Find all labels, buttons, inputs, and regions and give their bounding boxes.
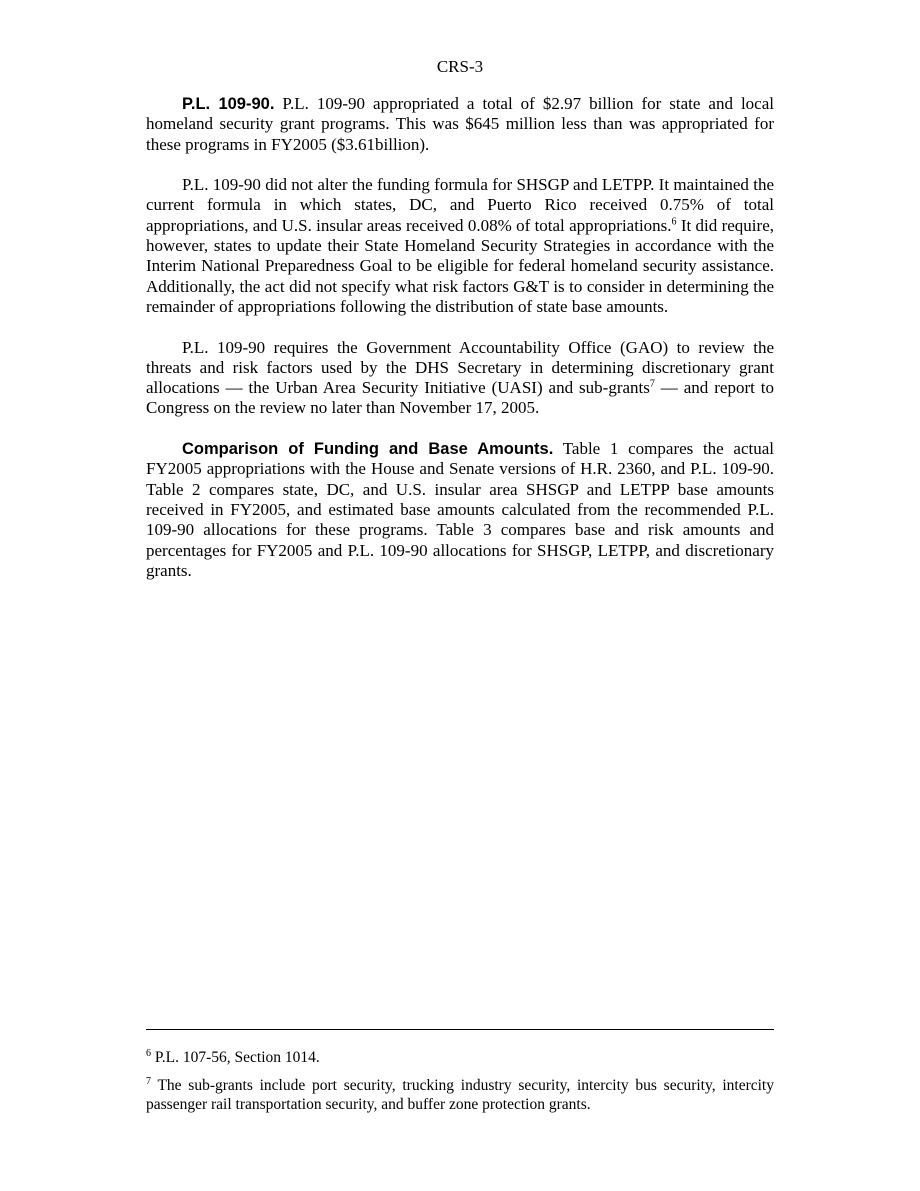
main-body (146, 94, 774, 601)
paragraph-heading: Comparison of Funding and Base Amounts. (182, 440, 554, 459)
footnote-ref-6[interactable]: 6 (671, 216, 677, 228)
footnote-text: The sub-grants include port security, trucking industry security, intercity bus security, intercity passenger rail transportation security, and buffer zone protection grants. (146, 1076, 774, 1113)
footnotes (146, 1048, 774, 1123)
paragraph-text: P.L. 109-90 requires the Government Accountability Office (GAO) to review the threats and risk factors used by the DHS Secretary in determining discretionary grant allocations — the Urban Area Security Initiative (UASI) and sub-grants (146, 337, 774, 398)
paragraph-gao-review (146, 338, 774, 419)
paragraph-heading: P.L. 109-90. (182, 95, 275, 113)
paragraph-text: P.L. 109-90 did not alter the funding formula for SHSGP and LETPP. It maintained the current formula in which states, DC, and Puerto Rico received 0.75% of total appropriations, and U.S. insular areas received 0.08% of total appropriations. (146, 175, 774, 235)
footnote-text: P.L. 107-56, Section 1014. (154, 1049, 320, 1066)
paragraph-text: It did require, however, states to update their State Homeland Security Strategies in accordance with the Interim National Preparedness Goal to be eligible for federal homeland security assistance. Additionally, the act did not specify what risk factors G&T is to consider in determining the remainder of appropriations following the distribution of state base amounts. (146, 215, 774, 316)
paragraph-text: P.L. 109-90 appropriated a total of $2.97 billion for state and local homeland security grant programs. This was $645 million less than was appropriated for these programs in FY2005 ($3.61billion). (146, 94, 774, 154)
footnote-number: 7 (146, 1075, 151, 1087)
footnote-7 (146, 1076, 774, 1115)
footnote-ref-7[interactable]: 7 (649, 378, 655, 390)
footnote-number: 6 (146, 1047, 151, 1059)
paragraph-text: — and report to Congress on the review no later than November 17, 2005. (146, 378, 774, 418)
paragraph-funding-formula (146, 175, 774, 317)
page-number-header: CRS-3 (436, 57, 484, 76)
paragraph-text: Table 1 compares the actual FY2005 appropriations with the House and Senate versions of H.R. 2360, and P.L. 109-90. Table 2 compares state, DC, and U.S. insular area SHSGP and LETPP base amounts received in FY2005, and estimated base amounts calculated from the recommended P.L. 109-90 allocations for these programs. Table 3 compares base and risk amounts and percentages for FY2005 and P.L. 109-90 allocations for SHSGP, LETPP, and discretionary grants. (146, 439, 775, 580)
footnote-divider (146, 1029, 774, 1030)
footnote-6 (146, 1048, 774, 1068)
paragraph-pl-109-90 (146, 94, 774, 155)
paragraph-comparison (146, 439, 774, 581)
